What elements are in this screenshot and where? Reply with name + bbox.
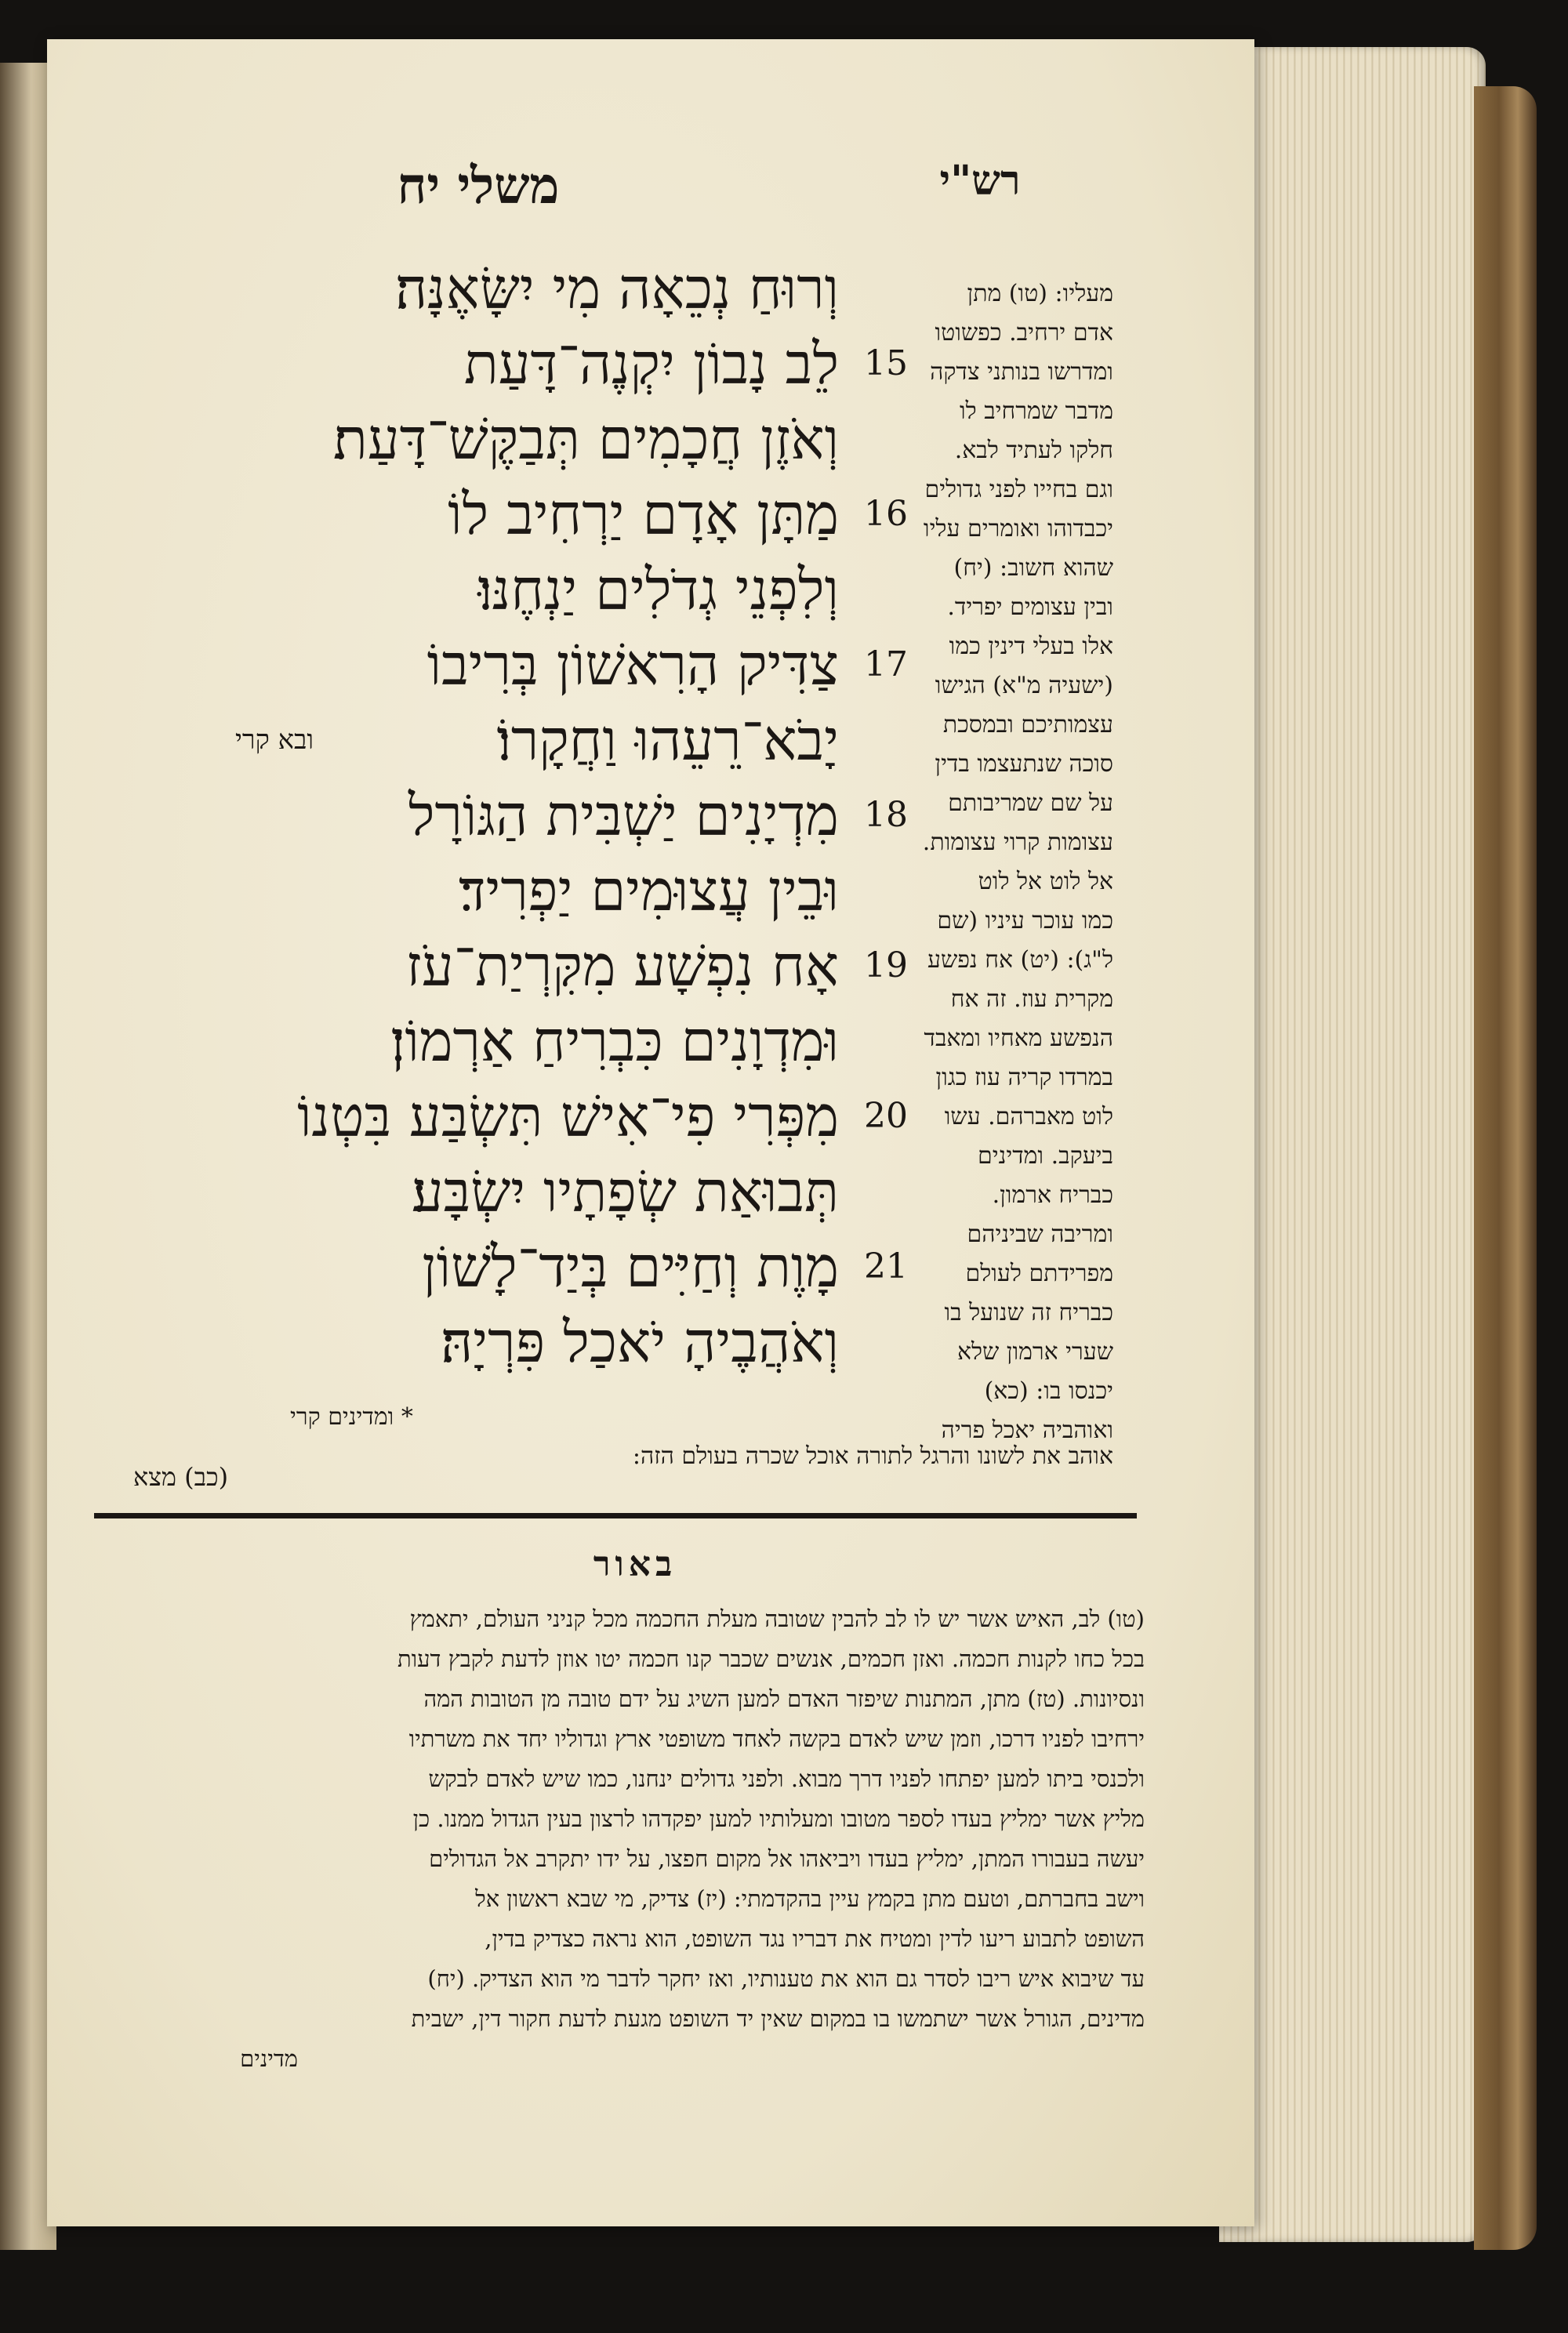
verse-line: יָבֹא־רֵעֵהוּ וַחֲקָרוֹ׃ bbox=[496, 707, 839, 773]
qere-marginal-note: ובא קרי bbox=[235, 724, 314, 756]
biur-line: ונסיונות. (טז) מתן, המתנות שיפזר האדם למען השיג על ידם טובה מן הטובות המה bbox=[423, 1685, 1145, 1712]
section-divider bbox=[94, 1513, 1137, 1518]
biur-line: וישב בחברתם, וטעם מתן בקמץ עיין בהקדמתי: (יז) צדיק, מי שבא ראשון אל bbox=[475, 1885, 1145, 1912]
verse-number: 16 bbox=[864, 494, 908, 534]
rashi-line: ל"ג): (יט) אח נפשע bbox=[927, 946, 1113, 974]
verse-line: מִדְיָנִים יַשְׁבִּית הַגּוֹרָל bbox=[408, 782, 839, 848]
book-spread bbox=[0, 39, 1552, 2258]
rashi-line: ומדרשו בנותני צדקה bbox=[930, 358, 1113, 386]
rashi-line: חלקו לעתיד לבא. bbox=[954, 437, 1113, 464]
rashi-line: כמו עוכר עיניו (שם bbox=[937, 907, 1113, 934]
verse-number: 20 bbox=[864, 1096, 908, 1136]
rashi-line: ובין עצומים יפריד. bbox=[947, 593, 1113, 621]
verse-number: 21 bbox=[864, 1246, 908, 1286]
book-cover-edge bbox=[1474, 86, 1537, 2250]
rashi-line: והרגל לתורה אוכל שכרה בעולם הזה: bbox=[632, 1442, 971, 1470]
verse-line: וּבֵין עֲצוּמִים יַפְרִיד׃ bbox=[459, 858, 839, 923]
verse-line: מָוֶת וְחַיִּים בְּיַד־לָשׁוֹן bbox=[422, 1234, 839, 1300]
rashi-line: מעליו: (טו) מתן bbox=[967, 280, 1113, 307]
commentary-title-header: רש"י bbox=[939, 157, 1021, 205]
rashi-line: מפרידתם לעולם bbox=[965, 1260, 1113, 1287]
rashi-line: יכבדוהו ואומרים עליו bbox=[923, 515, 1113, 542]
qere-footnote: * ומדינים קרי bbox=[290, 1403, 413, 1431]
rashi-line: עצומות קרוי עצומות. bbox=[922, 829, 1113, 856]
rashi-line: אל לוט אל לוט bbox=[978, 868, 1113, 895]
biur-heading: באור bbox=[593, 1544, 677, 1584]
verse-line: וְאֹהֲבֶיהָ יֹאכַל פִּרְיָהּ׃ bbox=[440, 1309, 839, 1375]
rashi-line: כבריח זה שנועל בו bbox=[944, 1299, 1113, 1326]
rashi-line: יכנסו בו: (כא) bbox=[984, 1377, 1113, 1405]
rashi-line: אדם ירחיב. כפשוטו bbox=[935, 319, 1113, 347]
rashi-line: (ישעיה מ"א) הגישו bbox=[935, 672, 1113, 699]
rashi-line: ואוהביה יאכל פריה bbox=[941, 1417, 1113, 1444]
book-title-header: משלי יח bbox=[397, 157, 560, 216]
verse-number: 17 bbox=[864, 644, 908, 684]
rashi-line: שערי ארמון שלא bbox=[956, 1338, 1113, 1366]
rashi-line: במרדו קריה עוז כגון bbox=[935, 1064, 1113, 1091]
biur-line: בכל כחו לקנות חכמה. ואזן חכמים, אנשים שכבר קנו חכמה יטו אוזן לדעת לקבץ דעות bbox=[397, 1645, 1145, 1672]
biur-line: ולכנסי ביתו למען יפתחו לפניו דרך מבוא. ולפני גדולים ינחנו, כמו שיש לאדם לבקש bbox=[428, 1765, 1145, 1792]
biur-line: השופט לתבוע ריעו לדין ומטיח את דבריו נגד השופט, הוא נראה כצדיק בדין, bbox=[485, 1925, 1145, 1952]
rashi-line: על שם שמריבותם bbox=[948, 789, 1113, 817]
verse-line: וְרוּחַ נְכֵאָה מִי יִשָּׂאֶנָּה׃ bbox=[394, 256, 839, 321]
biur-line: (טו) לב, האיש אשר יש לו לב להבין שטובה מעלת החכמה מכל קניני העולם, יתאמץ bbox=[409, 1606, 1145, 1632]
verse-line: מַתָּן אָדָם יַרְחִיב לוֹ bbox=[448, 481, 839, 547]
rashi-line: לוט מאברהם. עשו bbox=[944, 1103, 1113, 1130]
rashi-line: סוכה שנתעצמו בדין bbox=[935, 750, 1113, 778]
rashi-line: שהוא חשוב: (יח) bbox=[953, 554, 1113, 582]
biur-line: מליץ אשר ימליץ בעדו לספר מטובו ומעלותיו למען יפקדהו לרצון בעין הגדול ממנו. כן bbox=[412, 1805, 1145, 1832]
rashi-line: כבריח ארמון. bbox=[992, 1181, 1113, 1209]
verse-line: מִפְּרִי פִי־אִישׁ תִּשְׂבַּע בִּטְנוֹ bbox=[297, 1083, 839, 1149]
rashi-line: ביעקב. ומדינים bbox=[978, 1142, 1113, 1170]
biur-line: ירחיבו לפניו דרכו, וזמן שיש לאדם בקשה לאחד משופטי ארץ וגדוליו יחד את משרתיו bbox=[408, 1725, 1145, 1752]
rashi-line: אלו בעלי דינין כמו bbox=[949, 633, 1113, 660]
rashi-commentary-column bbox=[862, 274, 1113, 1450]
verse-line: תְּבוּאַת שְׂפָתָיו יִשְׂבָּע׃ bbox=[411, 1159, 839, 1225]
catchword: (כב) מצא bbox=[133, 1462, 229, 1492]
rashi-line: מקרית עוז. זה אח bbox=[950, 985, 1113, 1013]
book-page bbox=[47, 39, 1254, 2226]
verse-line: צַדִּיק הָרִאשׁוֹן בְּרִיבוֹ bbox=[426, 632, 839, 698]
verse-number: 18 bbox=[864, 795, 908, 835]
biur-commentary bbox=[94, 1599, 1145, 2079]
biur-line: עד שיבוא איש ריבו לסדר גם הוא את טענותיו, ואז יחקר לדבר מי הוא הצדיק. (יח) bbox=[427, 1965, 1145, 1992]
verse-line: לֵב נָבוֹן יִקְנֶה־דָּעַת bbox=[463, 331, 839, 397]
verse-line: וְאֹזֶן חֲכָמִים תְּבַקֶּשׁ־דָּעַת׃ bbox=[332, 406, 839, 472]
verse-line: וְלִפְנֵי גְדֹלִים יַנְחֶנּוּ׃ bbox=[477, 557, 839, 622]
verse-number: 15 bbox=[864, 343, 908, 383]
rashi-line: וגם בחייו לפני גדולים bbox=[924, 476, 1113, 503]
rashi-final-line bbox=[533, 1442, 1113, 1470]
rashi-line: עצמותיכם ובמסכת bbox=[942, 711, 1113, 738]
verse-line: אָח נִפְשָׁע מִקִּרְיַת־עֹז bbox=[405, 933, 839, 999]
rashi-line: מדבר שמרחיב לו bbox=[959, 397, 1113, 425]
verse-line: וּמִדְוָנִים כִּבְרִיחַ אַרְמוֹן׃ bbox=[390, 1008, 839, 1074]
rashi-line: הנפשע מאחיו ומאבד bbox=[924, 1025, 1113, 1052]
biur-line: יעשה בעבורו המתן, ימליץ בעדו ויביאהו אל מקום חפצו, על ידו יתקרב אל הגדולים bbox=[429, 1845, 1145, 1872]
verse-number: 19 bbox=[864, 945, 908, 985]
page-stack-edge bbox=[1219, 47, 1486, 2242]
biur-line: מדינים, הגורל אשר ישתמשו בו במקום שאין יד השופט מגעת לדעת חקור דין, ישבית bbox=[411, 2005, 1145, 2032]
rashi-line: ומריבה שביניהם bbox=[967, 1221, 1113, 1248]
rashi-line: אוהב את לשונו bbox=[977, 1442, 1113, 1470]
biur-line: מדינים bbox=[240, 2045, 298, 2072]
